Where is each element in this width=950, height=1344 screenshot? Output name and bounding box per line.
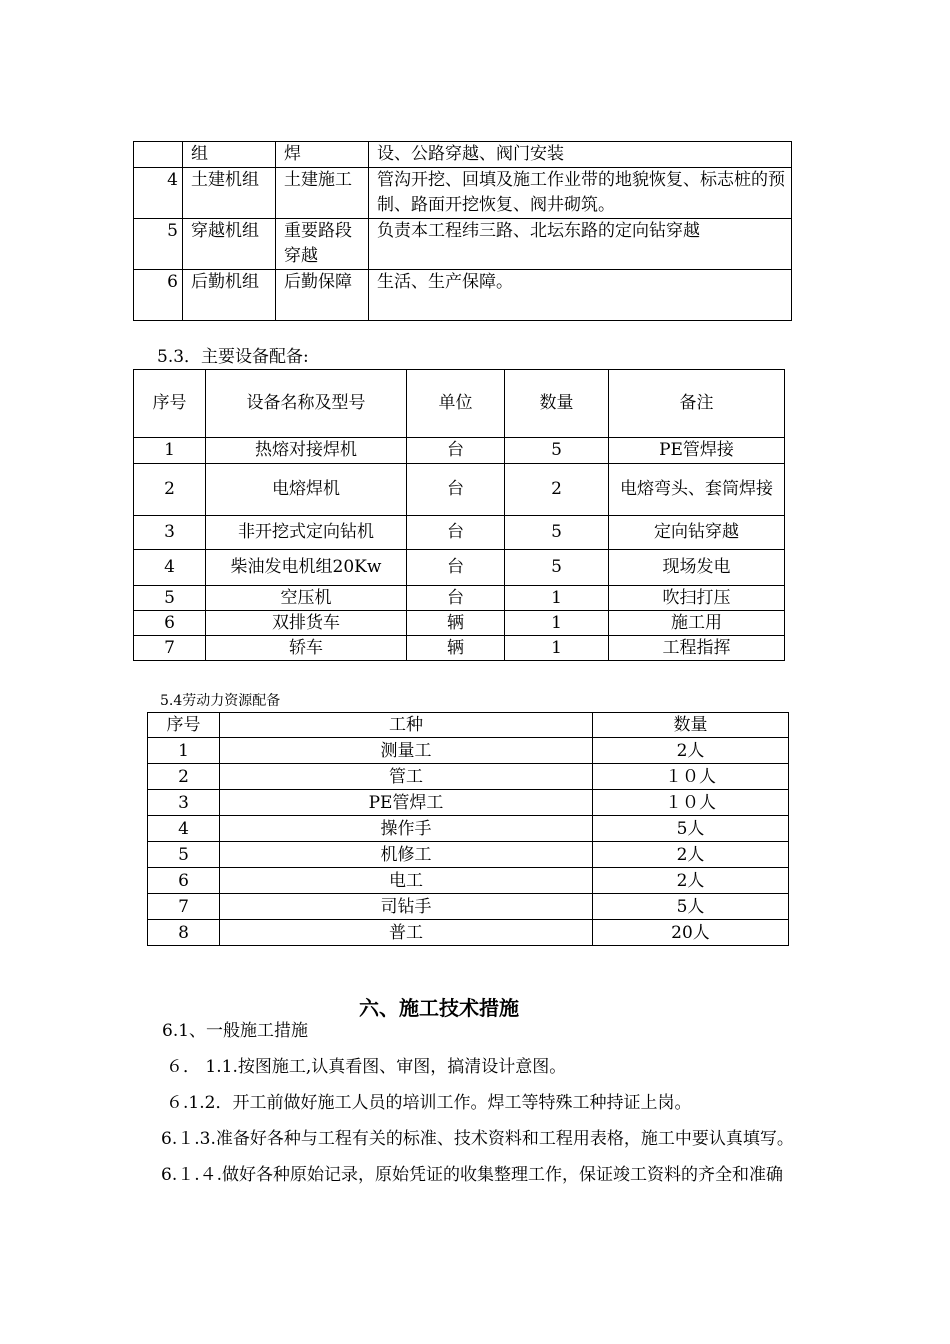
cell: 5 <box>505 516 609 550</box>
cell: 1 <box>505 611 609 636</box>
paragraph: 6.１.3.准备好各种与工程有关的标准、技术资料和工程用表格，施工中要认真填写。 <box>161 1129 794 1149</box>
paragraph: ６． 1.1.按图施工,认真看图、审图，搞清设计意图。 <box>166 1057 567 1077</box>
cell: 台 <box>407 516 505 550</box>
labor-section-title: 5.4劳动力资源配备 <box>160 693 281 709</box>
cell: 5 <box>134 586 206 611</box>
cell: 热熔对接焊机 <box>206 438 407 464</box>
crew-task: 焊 <box>276 142 369 168</box>
cell: 2人 <box>593 738 789 764</box>
cell: 司钻手 <box>220 894 593 920</box>
cell: 20人 <box>593 920 789 946</box>
table-row <box>134 550 785 586</box>
crew-scope: 生活、生产保障。 <box>369 270 792 321</box>
table-row <box>134 142 792 168</box>
cell: 电熔焊机 <box>206 464 407 516</box>
cell: 6 <box>134 611 206 636</box>
crew-scope: 负责本工程纬三路、北坛东路的定向钻穿越 <box>369 219 792 270</box>
crew-task: 土建施工 <box>276 168 369 219</box>
header-cell: 备注 <box>609 370 785 438</box>
crew-scope: 设、公路穿越、阀门安装 <box>369 142 792 168</box>
equipment-section-title: 5.3．主要设备配备: <box>157 347 309 367</box>
cell: 5 <box>505 550 609 586</box>
cell: 空压机 <box>206 586 407 611</box>
cell: 管工 <box>220 764 593 790</box>
cell: 辆 <box>407 636 505 661</box>
table-row <box>148 764 789 790</box>
cell: 工程指挥 <box>609 636 785 661</box>
cell: PE管焊工 <box>220 790 593 816</box>
table-header-row <box>134 370 785 438</box>
cell: 4 <box>134 550 206 586</box>
cell: １０人 <box>593 764 789 790</box>
cell: 2 <box>148 764 220 790</box>
crew-no: 4 <box>134 168 183 219</box>
cell: 4 <box>148 816 220 842</box>
crew-name: 后勤机组 <box>183 270 276 321</box>
subsection-title: 6.1、一般施工措施 <box>162 1021 309 1041</box>
table-row <box>148 738 789 764</box>
table-row <box>134 516 785 550</box>
table-row <box>134 438 785 464</box>
cell: 5人 <box>593 816 789 842</box>
cell: 柴油发电机组20Kw <box>206 550 407 586</box>
cell: 1 <box>148 738 220 764</box>
cell: 台 <box>407 586 505 611</box>
cell: 吹扫打压 <box>609 586 785 611</box>
cell: 2人 <box>593 842 789 868</box>
table-row <box>148 868 789 894</box>
cell: 1 <box>134 438 206 464</box>
crew-task: 重要路段穿越 <box>276 219 369 270</box>
cell: 2人 <box>593 868 789 894</box>
cell: 电熔弯头、套筒焊接 <box>609 464 785 516</box>
table-row <box>148 920 789 946</box>
cell: 3 <box>148 790 220 816</box>
cell: 3 <box>134 516 206 550</box>
equipment-table <box>133 369 785 661</box>
crew-name: 土建机组 <box>183 168 276 219</box>
crew-task: 后勤保障 <box>276 270 369 321</box>
crew-table <box>133 141 792 321</box>
table-row <box>134 586 785 611</box>
cell: 普工 <box>220 920 593 946</box>
cell: 轿车 <box>206 636 407 661</box>
section-heading: 六、施工技术措施 <box>359 996 519 1020</box>
cell: 定向钻穿越 <box>609 516 785 550</box>
cell: 7 <box>148 894 220 920</box>
header-cell: 工种 <box>220 713 593 738</box>
cell: 机修工 <box>220 842 593 868</box>
cell: 台 <box>407 464 505 516</box>
table-row <box>148 842 789 868</box>
crew-no: 6 <box>134 270 183 321</box>
table-row <box>148 894 789 920</box>
table-row <box>134 464 785 516</box>
cell: 操作手 <box>220 816 593 842</box>
paragraph: ６.1.2．开工前做好施工人员的培训工作。焊工等特殊工种持证上岗。 <box>166 1093 692 1113</box>
table-row <box>134 611 785 636</box>
cell: １０人 <box>593 790 789 816</box>
table-row <box>134 270 792 321</box>
crew-scope: 管沟开挖、回填及施工作业带的地貌恢复、标志桩的预制、路面开挖恢复、阀井砌筑。 <box>369 168 792 219</box>
labor-table <box>147 712 789 946</box>
cell: PE管焊接 <box>609 438 785 464</box>
paragraph: 6.１.４.做好各种原始记录，原始凭证的收集整理工作，保证竣工资料的齐全和准确 <box>161 1165 784 1185</box>
cell: 2 <box>505 464 609 516</box>
cell: 双排货车 <box>206 611 407 636</box>
cell: 施工用 <box>609 611 785 636</box>
table-row <box>148 790 789 816</box>
crew-name: 组 <box>183 142 276 168</box>
cell: 1 <box>505 636 609 661</box>
cell: 6 <box>148 868 220 894</box>
header-cell: 设备名称及型号 <box>206 370 407 438</box>
cell: 测量工 <box>220 738 593 764</box>
cell: 5 <box>505 438 609 464</box>
cell: 2 <box>134 464 206 516</box>
crew-name: 穿越机组 <box>183 219 276 270</box>
table-row <box>148 816 789 842</box>
header-cell: 单位 <box>407 370 505 438</box>
table-row <box>134 636 785 661</box>
cell: 5 <box>148 842 220 868</box>
crew-no <box>134 142 183 168</box>
cell: 台 <box>407 438 505 464</box>
header-cell: 序号 <box>148 713 220 738</box>
table-row <box>134 219 792 270</box>
table-header-row <box>148 713 789 738</box>
cell: 7 <box>134 636 206 661</box>
table-row <box>134 168 792 219</box>
header-cell: 序号 <box>134 370 206 438</box>
header-cell: 数量 <box>505 370 609 438</box>
cell: 非开挖式定向钻机 <box>206 516 407 550</box>
cell: 电工 <box>220 868 593 894</box>
header-cell: 数量 <box>593 713 789 738</box>
crew-no: 5 <box>134 219 183 270</box>
cell: 8 <box>148 920 220 946</box>
cell: 5人 <box>593 894 789 920</box>
cell: 1 <box>505 586 609 611</box>
cell: 现场发电 <box>609 550 785 586</box>
cell: 台 <box>407 550 505 586</box>
cell: 辆 <box>407 611 505 636</box>
